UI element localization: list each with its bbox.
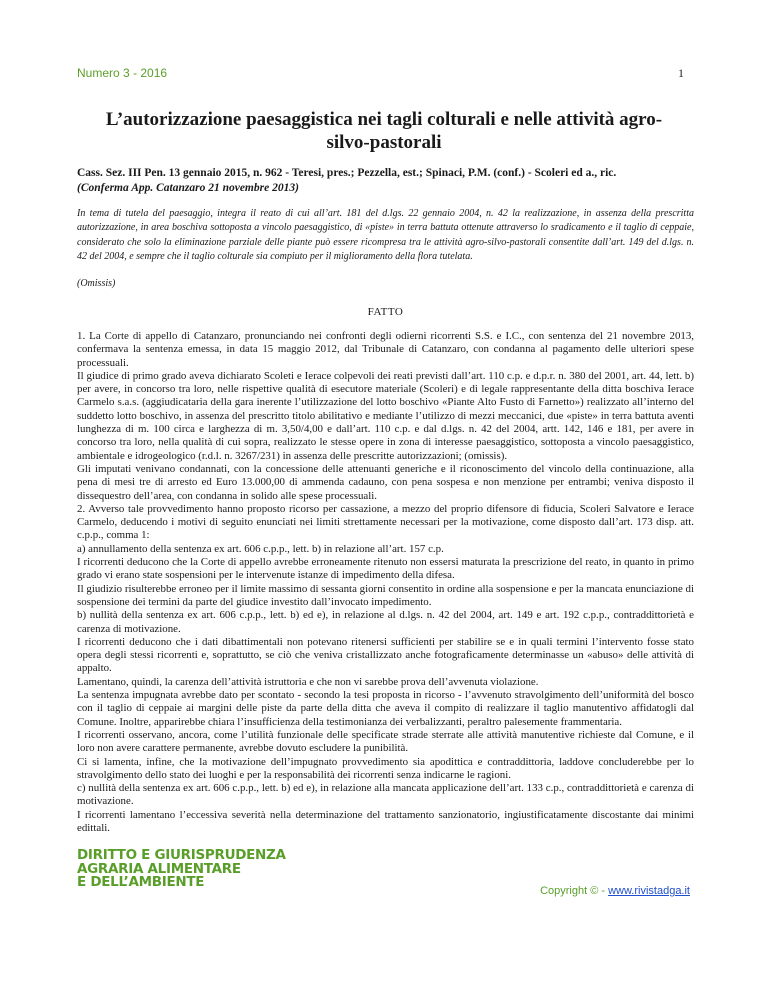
case-citation [77, 166, 692, 196]
body-paragraph: Il giudice di primo grado aveva dichiarato Scoleti e Ierace colpevoli dei reati previsti dall’art. 110 c.p. e d.p.r. n. 380 del 2001, art. 44, lett. b) per avere, in concorso tra loro, nelle rispettive qualità di esecutore materiale (Scoleri) e di legale rappresentante della ditta boschiva Ierace Carmelo s.a.s. (aggiudicataria della gara inerente l’utilizzazione del lotto boschivo «Piante Alto Fusto di Farnetto») realizzato all’interno del suddetto lotto boschivo, in assenza del prescritto titolo abilitativo e mediante l’utilizzo di mezzi meccanici, due «piste» in terra battuta aventi lunghezza di m. 100 circa e larghezza di m. 3,50/4,00 e dall’art. 110 c.p. e dal d.lgs. n. 42 del 2004, artt. 142, 146 e 181, per avere in concorso tra loro, nella qualità di cui sopra, realizzato le stesse opere in zona di interesse paesaggistico, sottoposta a vincolo paesaggistico, ambientale e idrogeologico (r.d.l. n. 3267/231) in assenza delle prescritte autorizzazioni; (omissis). [77, 369, 694, 462]
body-paragraph: I ricorrenti deducono che la Corte di appello avrebbe erroneamente ritenuto non essersi maturata la prescrizione del reato, in quanto in primo grado vi erano state sospensioni per le intervenute istanze di impedimento della difesa. [77, 556, 694, 582]
body-paragraph: I ricorrenti osservano, ancora, come l’utilità funzionale delle specificate strade sterrate alle attività manutentive richieste dal Comune, e il loro non avere carattere permanente, avrebbe dovuto escludere la punibilità. [77, 728, 694, 755]
logo-line: E DELL’AMBIENTE [77, 874, 205, 890]
logo-line: DIRITTO E GIURISPRUDENZA [77, 847, 286, 863]
logo-line: AGRARIA ALIMENTARE [77, 860, 241, 877]
body-paragraph: Gli imputati venivano condannati, con la concessione delle attenuanti generiche e il riconoscimento del vincolo della continuazione, alla pena di mesi tre di arresto ed Euro 13.000,00 di ammenda cadauno, con pena sospesa e non menzione per entrambi; veniva disposto il dissequestro dell’area, con condanna in solido alle spese processuali. [77, 462, 694, 502]
case-summary: In tema di tutela del paesaggio, integra il reato di cui all’art. 181 del d.lgs. 22 gennaio 2004, n. 42 la realizzazione, in assenza della prescritta autorizzazione, in area boschiva sottoposta a vincolo paesaggistico, di «piste» in terra battuta ottenute attraverso lo sradicamento e il taglio di ceppaie, considerato che solo la eliminazione parziale delle piante può essere ricompresa tra le attività agro-silvo-pastorali consentite dall’art. 149 del d.lgs. n. 42 del 2004, e sempre che il taglio colturale sia compiuto per il miglioramento della flora tutelata. [77, 208, 694, 263]
body-paragraph: b) nullità della sentenza ex art. 606 c.p.p., lett. b) ed e), in relazione al d.lgs. n. 42 del 2004, art. 149 e art. 192 c.p.p., contraddittorietà e carenza di motivazione. [77, 609, 694, 635]
court-reference: Cass. Sez. III Pen. 13 gennaio 2015, n. 962 - Teresi, pres.; Pezzella, est.; Spinaci, P.M. (conf.) - Scoleri ed a., ric. [77, 167, 617, 179]
copyright-notice [540, 885, 690, 897]
page-number: 1 [678, 66, 684, 80]
article-title: L’autorizzazione paesaggistica nei tagli colturali e nelle attività agro-silvo-pastorali [105, 109, 663, 153]
body-paragraph: 1. La Corte di appello di Catanzaro, pronunciando nei confronti degli odierni ricorrenti S.S. e I.C., con sentenza del 21 novembre 2013, confermava la sentenza emessa, in data 15 maggio 2012, dal Tribunale di Catanzaro, con condanna al pagamento delle ulteriori spese processuali. [77, 330, 694, 369]
section-heading: FATTO [367, 306, 404, 318]
body-paragraph: c) nullità della sentenza ex art. 606 c.p.p., lett. b) ed e), in relazione alla mancata applicazione dell’art. 133 c.p., contraddittorietà e carenza di motivazione. [77, 782, 694, 808]
article-body [77, 330, 694, 835]
journal-logo [77, 849, 286, 890]
body-paragraph: I ricorrenti lamentano l’eccessiva severità nella determinazione del trattamento sanzionatorio, ingiustificatamente discostante dai minimi edittali. [77, 808, 694, 834]
body-paragraph: a) annullamento della sentenza ex art. 606 c.p.p., lett. b) in relazione all’art. 157 c.p. [77, 542, 444, 555]
body-paragraph: Ci si lamenta, infine, che la motivazione dell’impugnato provvedimento sia apodittica e contraddittoria, laddove concluderebbe per lo stravolgimento dello stato dei luoghi e per la responsabilità dei ricorrenti senza indicarne le ragioni. [77, 755, 694, 781]
omissis-note: (Omissis) [77, 278, 116, 289]
issue-number: Numero 3 - 2016 [77, 66, 168, 80]
body-paragraph: 2. Avverso tale provvedimento hanno proposto ricorso per cassazione, a mezzo del proprio difensore di fiducia, Scoleri Salvatore e Ierace Carmelo, deducendo i motivi di seguito enunciati nei limiti strettamente necessari per la motivazione, come disposto dall’art. 173 disp. att. c.p.p., comma 1: [77, 502, 694, 542]
body-paragraph: Lamentano, quindi, la carenza dell’attività istruttoria e che non vi sarebbe prova dell’avvenuta violazione. [77, 675, 539, 688]
body-paragraph: Il giudizio risulterebbe erroneo per il limite massimo di sessanta giorni consentito in ordine alla sospensione e per la mancata enunciazione di sospensione dei termini da parte del giudice investito dall’invocato impedimento. [77, 582, 694, 608]
copyright-label: Copyright © - [540, 885, 609, 897]
body-paragraph: La sentenza impugnata avrebbe dato per scontato - secondo la tesi proposta in ricorso - l’avvenuto stravolgimento dell’uniformità del bosco con il taglio di ceppaie ai margini delle piste da parte della ditta che aveva il compito di realizzare il taglio manutentivo affidatogli dal Comune. Inoltre, apparirebbe chiara l’insufficienza della testimonianza dei verbalizzanti, peraltro palesemente frammentaria. [77, 689, 694, 728]
body-paragraph: I ricorrenti deducono che i dati dibattimentali non potevano ritenersi sufficienti per stabilire se e in quali termini l’intervento fosse stato opera degli stessi ricorrenti e, soprattutto, se ciò che veniva cristallizzato anche fotograficamente determinasse un «abuso» delle attività di appalto. [77, 635, 694, 675]
confirmation-note: (Conferma App. Catanzaro 21 novembre 2013) [77, 182, 299, 194]
website-link[interactable]: www.rivistadga.it [608, 885, 690, 897]
